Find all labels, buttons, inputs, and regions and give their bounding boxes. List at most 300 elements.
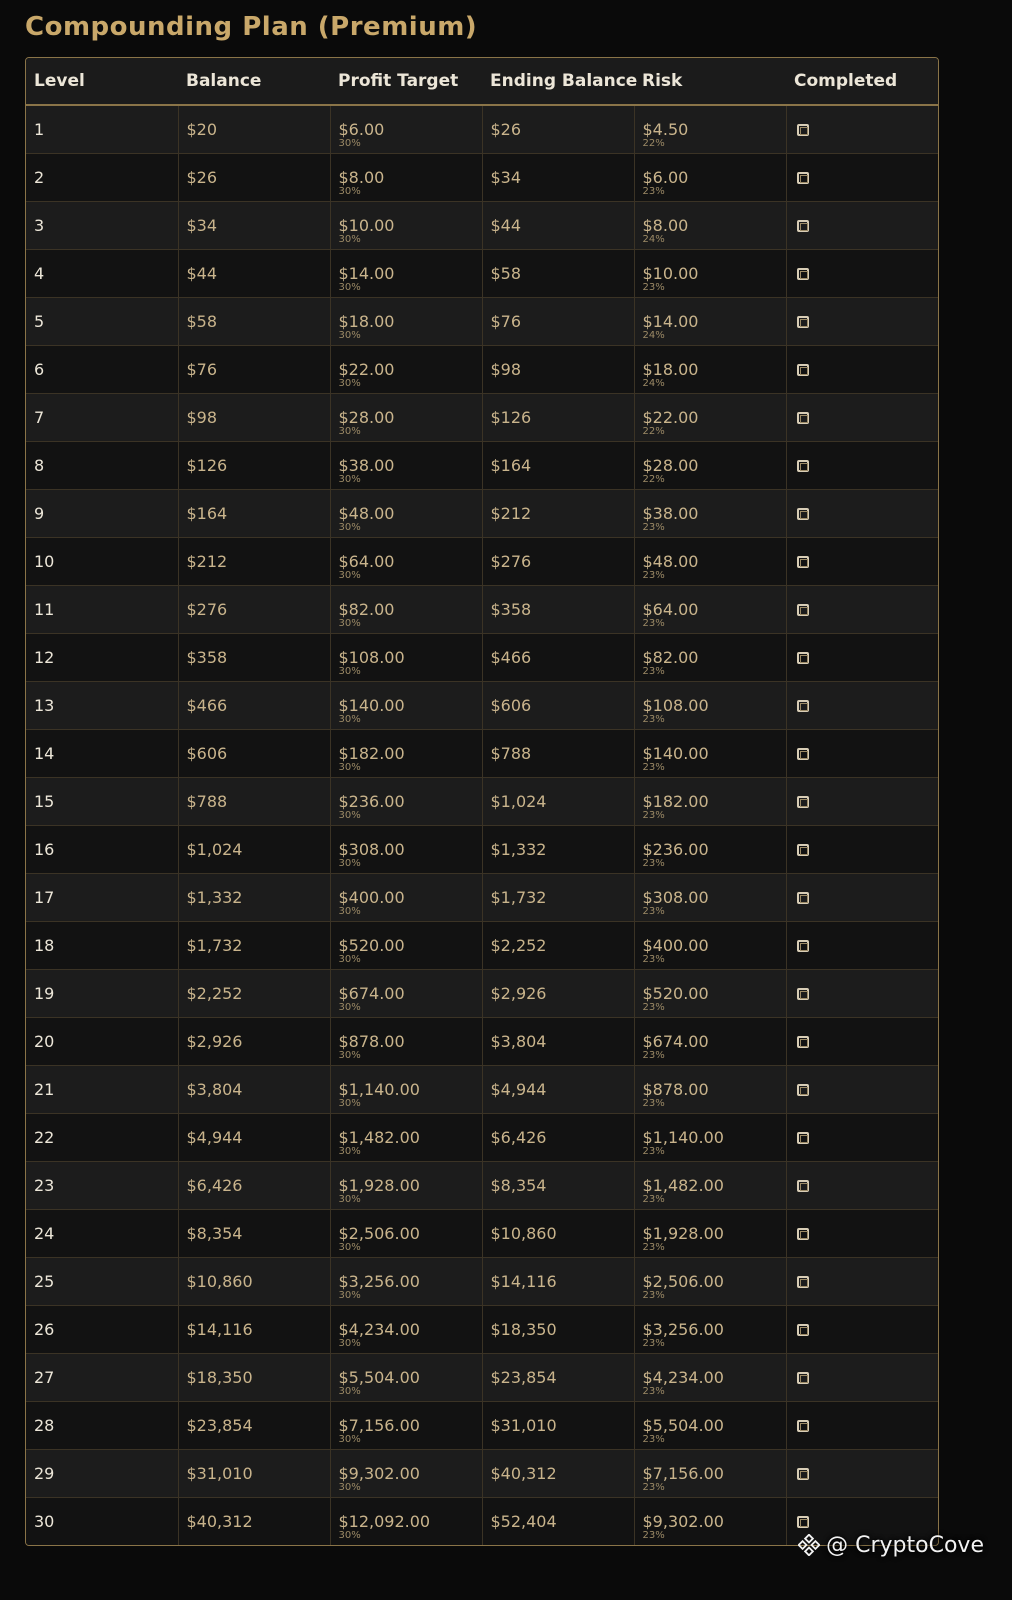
level-cell — [26, 970, 178, 1018]
balance-cell — [178, 538, 330, 586]
table-row — [26, 826, 938, 874]
risk-value: $4,234.00 — [642, 1368, 724, 1387]
balance-value: $3,804 — [186, 1080, 243, 1099]
risk-value: $520.00 — [642, 984, 709, 1003]
completed-checkbox[interactable] — [797, 460, 809, 472]
table-row — [26, 202, 938, 250]
risk-value: $4.50 — [642, 120, 689, 139]
level-cell — [26, 394, 178, 442]
level-value: 9 — [34, 504, 45, 523]
ending-balance-value: $1,732 — [490, 888, 547, 907]
risk-cell — [634, 105, 786, 154]
completed-checkbox[interactable] — [797, 844, 809, 856]
ending-balance-value: $358 — [490, 600, 532, 619]
balance-value: $18,350 — [186, 1368, 253, 1387]
ending-balance-cell — [482, 1450, 634, 1498]
completed-cell — [786, 105, 938, 154]
ending-balance-value: $44 — [490, 216, 522, 235]
table-header-row — [26, 58, 938, 105]
level-value: 17 — [34, 888, 55, 907]
profit-target-cell — [330, 1258, 482, 1306]
balance-cell — [178, 1210, 330, 1258]
level-value: 21 — [34, 1080, 55, 1099]
balance-cell — [178, 394, 330, 442]
profit-target-cell — [330, 1402, 482, 1450]
completed-checkbox[interactable] — [797, 1036, 809, 1048]
level-cell — [26, 922, 178, 970]
profit-target-percent: 30% — [338, 1002, 361, 1013]
balance-cell — [178, 586, 330, 634]
profit-target-cell — [330, 1018, 482, 1066]
balance-cell — [178, 922, 330, 970]
level-cell — [26, 634, 178, 682]
ending-balance-cell — [482, 1114, 634, 1162]
profit-target-value: $4,234.00 — [338, 1320, 420, 1339]
balance-value: $606 — [186, 744, 228, 763]
completed-checkbox[interactable] — [797, 124, 809, 136]
level-cell — [26, 490, 178, 538]
level-value: 7 — [34, 408, 45, 427]
level-cell — [26, 1306, 178, 1354]
balance-cell — [178, 634, 330, 682]
completed-checkbox[interactable] — [797, 1084, 809, 1096]
risk-percent: 23% — [642, 714, 665, 725]
completed-cell — [786, 1354, 938, 1402]
risk-cell — [634, 442, 786, 490]
ending-balance-value: $2,252 — [490, 936, 547, 955]
risk-percent: 23% — [642, 666, 665, 677]
profit-target-cell — [330, 1354, 482, 1402]
completed-checkbox[interactable] — [797, 1372, 809, 1384]
completed-cell — [786, 346, 938, 394]
ending-balance-value: $26 — [490, 120, 522, 139]
ending-balance-cell — [482, 1018, 634, 1066]
completed-checkbox[interactable] — [797, 316, 809, 328]
completed-checkbox[interactable] — [797, 1276, 809, 1288]
risk-cell — [634, 1402, 786, 1450]
completed-checkbox[interactable] — [797, 172, 809, 184]
risk-cell — [634, 250, 786, 298]
risk-value: $22.00 — [642, 408, 699, 427]
level-cell — [26, 1258, 178, 1306]
profit-target-cell — [330, 298, 482, 346]
risk-value: $9,302.00 — [642, 1512, 724, 1531]
risk-value: $28.00 — [642, 456, 699, 475]
completed-checkbox[interactable] — [797, 1468, 809, 1480]
profit-target-value: $1,928.00 — [338, 1176, 420, 1195]
balance-cell — [178, 1498, 330, 1546]
risk-cell — [634, 1114, 786, 1162]
level-value: 3 — [34, 216, 45, 235]
risk-cell — [634, 634, 786, 682]
profit-target-cell — [330, 1114, 482, 1162]
completed-cell — [786, 634, 938, 682]
profit-target-value: $8.00 — [338, 168, 385, 187]
ending-balance-value: $14,116 — [490, 1272, 557, 1291]
table-row — [26, 970, 938, 1018]
page-title: Compounding Plan (Premium) — [25, 12, 478, 42]
level-cell — [26, 682, 178, 730]
level-value: 25 — [34, 1272, 55, 1291]
ending-balance-value: $2,926 — [490, 984, 547, 1003]
ending-balance-value: $466 — [490, 648, 532, 667]
balance-cell — [178, 874, 330, 922]
balance-value: $8,354 — [186, 1224, 243, 1243]
completed-checkbox[interactable] — [797, 796, 809, 808]
balance-value: $788 — [186, 792, 228, 811]
level-value: 4 — [34, 264, 45, 283]
profit-target-value: $1,140.00 — [338, 1080, 420, 1099]
profit-target-percent: 30% — [338, 762, 361, 773]
completed-checkbox[interactable] — [797, 940, 809, 952]
risk-cell — [634, 874, 786, 922]
profit-target-value: $82.00 — [338, 600, 395, 619]
profit-target-percent: 30% — [338, 1434, 361, 1445]
completed-checkbox[interactable] — [797, 364, 809, 376]
balance-value: $466 — [186, 696, 228, 715]
profit-target-value: $64.00 — [338, 552, 395, 571]
ending-balance-value: $58 — [490, 264, 522, 283]
profit-target-percent: 30% — [338, 714, 361, 725]
level-value: 1 — [34, 120, 45, 139]
table-row — [26, 154, 938, 202]
ending-balance-value: $23,854 — [490, 1368, 557, 1387]
balance-value: $1,732 — [186, 936, 243, 955]
risk-cell — [634, 586, 786, 634]
balance-value: $34 — [186, 216, 218, 235]
risk-value: $7,156.00 — [642, 1464, 724, 1483]
risk-value: $48.00 — [642, 552, 699, 571]
balance-cell — [178, 1114, 330, 1162]
balance-value: $23,854 — [186, 1416, 253, 1435]
ending-balance-value: $18,350 — [490, 1320, 557, 1339]
ending-balance-value: $31,010 — [490, 1416, 557, 1435]
profit-target-cell — [330, 634, 482, 682]
table-row — [26, 922, 938, 970]
table-row — [26, 1402, 938, 1450]
balance-value: $40,312 — [186, 1512, 253, 1531]
completed-checkbox[interactable] — [797, 1420, 809, 1432]
watermark-text: @ CryptoCove — [826, 1532, 984, 1558]
ending-balance-cell — [482, 826, 634, 874]
column-header-profit-target: Profit Target — [330, 58, 482, 105]
risk-value: $82.00 — [642, 648, 699, 667]
balance-value: $276 — [186, 600, 228, 619]
balance-value: $31,010 — [186, 1464, 253, 1483]
risk-cell — [634, 538, 786, 586]
ending-balance-value: $98 — [490, 360, 522, 379]
ending-balance-value: $4,944 — [490, 1080, 547, 1099]
ending-balance-cell — [482, 634, 634, 682]
balance-cell — [178, 682, 330, 730]
completed-cell — [786, 922, 938, 970]
level-value: 23 — [34, 1176, 55, 1195]
balance-value: $2,252 — [186, 984, 243, 1003]
completed-cell — [786, 730, 938, 778]
column-header-balance: Balance — [178, 58, 330, 105]
profit-target-percent: 30% — [338, 1482, 361, 1493]
risk-value: $10.00 — [642, 264, 699, 283]
ending-balance-cell — [482, 298, 634, 346]
ending-balance-cell — [482, 970, 634, 1018]
table-row — [26, 250, 938, 298]
profit-target-percent: 30% — [338, 234, 361, 245]
table-row — [26, 634, 938, 682]
level-value: 6 — [34, 360, 45, 379]
completed-checkbox[interactable] — [797, 604, 809, 616]
column-header-risk: Risk — [634, 58, 786, 105]
profit-target-cell — [330, 682, 482, 730]
completed-checkbox[interactable] — [797, 1132, 809, 1144]
completed-cell — [786, 202, 938, 250]
risk-percent: 23% — [642, 906, 665, 917]
balance-cell — [178, 970, 330, 1018]
balance-value: $4,944 — [186, 1128, 243, 1147]
balance-cell — [178, 105, 330, 154]
completed-cell — [786, 1114, 938, 1162]
ending-balance-value: $6,426 — [490, 1128, 547, 1147]
ending-balance-cell — [482, 586, 634, 634]
level-cell — [26, 1210, 178, 1258]
completed-checkbox[interactable] — [797, 508, 809, 520]
profit-target-cell — [330, 202, 482, 250]
profit-target-percent: 30% — [338, 1338, 361, 1349]
level-cell — [26, 1162, 178, 1210]
profit-target-value: $28.00 — [338, 408, 395, 427]
risk-cell — [634, 1450, 786, 1498]
risk-percent: 23% — [642, 282, 665, 293]
risk-value: $878.00 — [642, 1080, 709, 1099]
balance-cell — [178, 298, 330, 346]
risk-cell — [634, 298, 786, 346]
balance-value: $10,860 — [186, 1272, 253, 1291]
completed-cell — [786, 394, 938, 442]
risk-percent: 22% — [642, 138, 665, 149]
profit-target-percent: 30% — [338, 426, 361, 437]
completed-checkbox[interactable] — [797, 652, 809, 664]
risk-cell — [634, 826, 786, 874]
level-cell — [26, 346, 178, 394]
completed-cell — [786, 778, 938, 826]
risk-value: $140.00 — [642, 744, 709, 763]
risk-percent: 24% — [642, 234, 665, 245]
balance-cell — [178, 1018, 330, 1066]
ending-balance-cell — [482, 778, 634, 826]
risk-value: $2,506.00 — [642, 1272, 724, 1291]
level-value: 14 — [34, 744, 55, 763]
risk-value: $64.00 — [642, 600, 699, 619]
profit-target-value: $2,506.00 — [338, 1224, 420, 1243]
risk-percent: 23% — [642, 1098, 665, 1109]
risk-cell — [634, 970, 786, 1018]
balance-value: $76 — [186, 360, 218, 379]
completed-cell — [786, 1258, 938, 1306]
risk-percent: 23% — [642, 618, 665, 629]
profit-target-cell — [330, 394, 482, 442]
ending-balance-cell — [482, 1066, 634, 1114]
profit-target-percent: 30% — [338, 618, 361, 629]
profit-target-value: $1,482.00 — [338, 1128, 420, 1147]
profit-target-percent: 30% — [338, 1146, 361, 1157]
balance-value: $2,926 — [186, 1032, 243, 1051]
completed-cell — [786, 586, 938, 634]
profit-target-cell — [330, 970, 482, 1018]
level-cell — [26, 1114, 178, 1162]
risk-value: $5,504.00 — [642, 1416, 724, 1435]
table-row — [26, 586, 938, 634]
balance-value: $98 — [186, 408, 218, 427]
ending-balance-cell — [482, 874, 634, 922]
profit-target-percent: 30% — [338, 1242, 361, 1253]
profit-target-cell — [330, 1450, 482, 1498]
profit-target-value: $308.00 — [338, 840, 405, 859]
risk-cell — [634, 778, 786, 826]
risk-percent: 23% — [642, 1482, 665, 1493]
profit-target-value: $22.00 — [338, 360, 395, 379]
profit-target-cell — [330, 490, 482, 538]
completed-checkbox[interactable] — [797, 988, 809, 1000]
risk-percent: 23% — [642, 1386, 665, 1397]
completed-checkbox[interactable] — [797, 268, 809, 280]
completed-checkbox[interactable] — [797, 748, 809, 760]
table-row — [26, 490, 938, 538]
completed-cell — [786, 1018, 938, 1066]
risk-cell — [634, 1210, 786, 1258]
profit-target-cell — [330, 874, 482, 922]
balance-cell — [178, 1066, 330, 1114]
completed-checkbox[interactable] — [797, 1516, 809, 1528]
risk-value: $18.00 — [642, 360, 699, 379]
completed-cell — [786, 1450, 938, 1498]
risk-percent: 23% — [642, 1434, 665, 1445]
completed-checkbox[interactable] — [797, 700, 809, 712]
profit-target-value: $520.00 — [338, 936, 405, 955]
profit-target-cell — [330, 1210, 482, 1258]
completed-checkbox[interactable] — [797, 1324, 809, 1336]
risk-cell — [634, 1258, 786, 1306]
completed-checkbox[interactable] — [797, 1228, 809, 1240]
completed-cell — [786, 1306, 938, 1354]
ending-balance-value: $212 — [490, 504, 532, 523]
completed-cell — [786, 298, 938, 346]
completed-cell — [786, 874, 938, 922]
ending-balance-cell — [482, 1498, 634, 1546]
risk-cell — [634, 346, 786, 394]
table-row — [26, 1354, 938, 1402]
ending-balance-cell — [482, 1306, 634, 1354]
balance-value: $6,426 — [186, 1176, 243, 1195]
risk-cell — [634, 490, 786, 538]
profit-target-value: $236.00 — [338, 792, 405, 811]
table-row — [26, 346, 938, 394]
balance-cell — [178, 250, 330, 298]
level-value: 2 — [34, 168, 45, 187]
completed-checkbox[interactable] — [797, 892, 809, 904]
table-row — [26, 682, 938, 730]
risk-percent: 23% — [642, 1002, 665, 1013]
risk-percent: 23% — [642, 570, 665, 581]
profit-target-value: $140.00 — [338, 696, 405, 715]
table-row — [26, 730, 938, 778]
balance-cell — [178, 1258, 330, 1306]
ending-balance-value: $1,332 — [490, 840, 547, 859]
balance-cell — [178, 442, 330, 490]
risk-cell — [634, 1162, 786, 1210]
level-cell — [26, 1498, 178, 1546]
balance-value: $58 — [186, 312, 218, 331]
profit-target-value: $5,504.00 — [338, 1368, 420, 1387]
level-value: 20 — [34, 1032, 55, 1051]
ending-balance-value: $788 — [490, 744, 532, 763]
profit-target-cell — [330, 154, 482, 202]
profit-target-cell — [330, 922, 482, 970]
ending-balance-cell — [482, 1162, 634, 1210]
balance-cell — [178, 346, 330, 394]
risk-cell — [634, 1354, 786, 1402]
profit-target-percent: 30% — [338, 906, 361, 917]
completed-checkbox[interactable] — [797, 1180, 809, 1192]
profit-target-cell — [330, 346, 482, 394]
ending-balance-value: $276 — [490, 552, 532, 571]
ending-balance-value: $3,804 — [490, 1032, 547, 1051]
profit-target-percent: 30% — [338, 522, 361, 533]
column-header-ending-balance: Ending Balance — [482, 58, 634, 105]
table-row — [26, 1018, 938, 1066]
profit-target-cell — [330, 826, 482, 874]
profit-target-percent: 30% — [338, 1290, 361, 1301]
table-row — [26, 442, 938, 490]
level-cell — [26, 586, 178, 634]
risk-percent: 22% — [642, 426, 665, 437]
balance-cell — [178, 490, 330, 538]
balance-value: $14,116 — [186, 1320, 253, 1339]
risk-value: $6.00 — [642, 168, 689, 187]
profit-target-value: $108.00 — [338, 648, 405, 667]
level-value: 27 — [34, 1368, 55, 1387]
table-row — [26, 538, 938, 586]
level-cell — [26, 730, 178, 778]
profit-target-value: $674.00 — [338, 984, 405, 1003]
completed-checkbox[interactable] — [797, 220, 809, 232]
table-row — [26, 1114, 938, 1162]
risk-cell — [634, 922, 786, 970]
profit-target-percent: 30% — [338, 570, 361, 581]
balance-value: $20 — [186, 120, 218, 139]
level-cell — [26, 154, 178, 202]
level-value: 12 — [34, 648, 55, 667]
profit-target-cell — [330, 730, 482, 778]
completed-checkbox[interactable] — [797, 412, 809, 424]
risk-cell — [634, 1018, 786, 1066]
risk-cell — [634, 1066, 786, 1114]
risk-percent: 23% — [642, 954, 665, 965]
ending-balance-cell — [482, 1354, 634, 1402]
level-cell — [26, 1354, 178, 1402]
profit-target-value: $3,256.00 — [338, 1272, 420, 1291]
level-value: 26 — [34, 1320, 55, 1339]
completed-checkbox[interactable] — [797, 556, 809, 568]
risk-percent: 23% — [642, 1338, 665, 1349]
balance-cell — [178, 154, 330, 202]
level-value: 19 — [34, 984, 55, 1003]
completed-cell — [786, 1162, 938, 1210]
column-header-level: Level — [26, 58, 178, 105]
ending-balance-cell — [482, 250, 634, 298]
level-value: 13 — [34, 696, 55, 715]
level-value: 16 — [34, 840, 55, 859]
balance-cell — [178, 1402, 330, 1450]
balance-value: $44 — [186, 264, 218, 283]
